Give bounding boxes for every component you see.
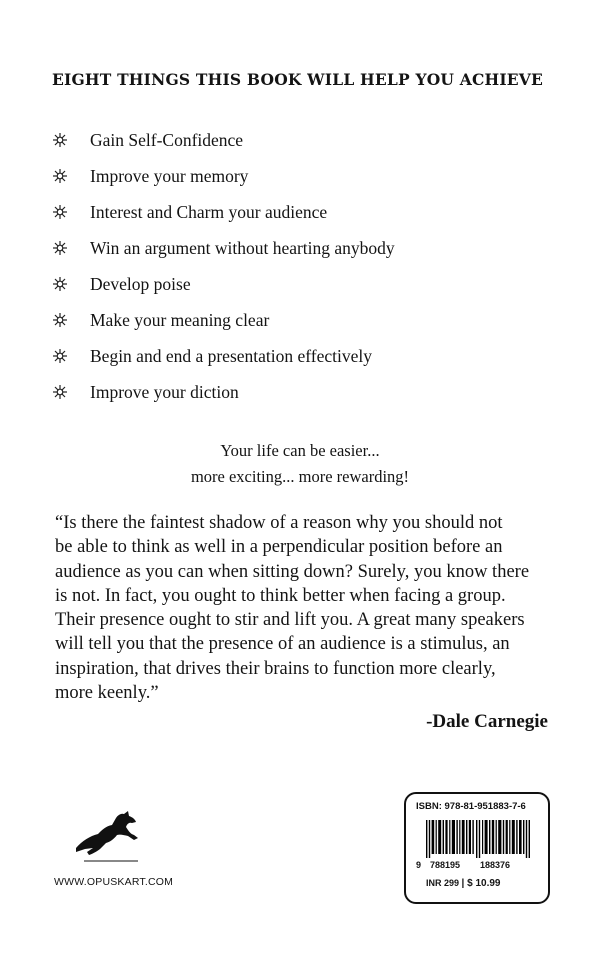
quote-line: “Is there the faintest shadow of a reason why you should not bbox=[55, 513, 503, 533]
quote-line: is not. In fact, you ought to think better when facing a group. bbox=[55, 585, 506, 606]
price-label bbox=[426, 878, 501, 889]
benefit-item bbox=[52, 158, 395, 194]
barcode-digits-left: 788195 bbox=[430, 860, 461, 870]
benefit-item bbox=[52, 122, 395, 158]
benefit-label: Interest and Charm your audience bbox=[90, 201, 328, 222]
sunburst-icon bbox=[52, 168, 68, 184]
benefit-label: Gain Self-Confidence bbox=[90, 129, 244, 150]
barcode-digit-first: 9 bbox=[416, 860, 422, 870]
tagline-line-1: Your life can be easier... bbox=[220, 441, 380, 460]
quote-line: Their presence ought to stir and lift you. A great many speakers bbox=[55, 610, 525, 631]
benefit-label: Win an argument without hearting anybody bbox=[90, 237, 395, 258]
sunburst-icon bbox=[52, 204, 68, 220]
benefit-item bbox=[52, 338, 395, 374]
section-heading: EIGHT THINGS THIS BOOK WILL HELP YOU ACHIEVE bbox=[52, 70, 544, 89]
benefits-list bbox=[52, 122, 395, 410]
quote-author: -Dale Carnegie bbox=[426, 711, 548, 732]
quote-line: will tell you that the presence of an audience is a stimulus, an bbox=[55, 634, 510, 655]
jumping-horse-logo-icon bbox=[72, 808, 142, 864]
benefit-label: Begin and end a presentation effectively bbox=[90, 345, 372, 366]
benefit-item bbox=[52, 266, 395, 302]
benefit-item bbox=[52, 194, 395, 230]
price-usd: | $ 10.99 bbox=[461, 878, 501, 889]
benefit-label: Make your meaning clear bbox=[90, 309, 270, 330]
sunburst-icon bbox=[52, 240, 68, 256]
quote-line: more keenly.” bbox=[55, 683, 159, 704]
quote-line: be able to think as well in a perpendicular position before an bbox=[55, 537, 503, 558]
sunburst-icon bbox=[52, 348, 68, 364]
benefit-item bbox=[52, 302, 395, 338]
benefit-label: Improve your memory bbox=[90, 165, 249, 186]
quote-line: inspiration, that drives their brains to function more clearly, bbox=[55, 658, 496, 679]
sunburst-icon bbox=[52, 276, 68, 292]
isbn-number: ISBN: 978-81-951883-7-6 bbox=[416, 801, 526, 812]
publisher-website: WWW.OPUSKART.COM bbox=[54, 876, 174, 888]
barcode-bars bbox=[426, 820, 530, 858]
tagline-line-2: more exciting... more rewarding! bbox=[190, 467, 410, 486]
carnegie-quote bbox=[55, 511, 550, 705]
sunburst-icon bbox=[52, 384, 68, 400]
benefit-item bbox=[52, 374, 395, 410]
barcode-digits-right: 188376 bbox=[480, 860, 511, 870]
quote-line: audience as you can when sitting down? Surely, you know there bbox=[55, 561, 530, 582]
benefit-item bbox=[52, 230, 395, 266]
sunburst-icon bbox=[52, 132, 68, 148]
sunburst-icon bbox=[52, 312, 68, 328]
benefit-label: Develop poise bbox=[90, 273, 191, 294]
barcode-box bbox=[404, 792, 550, 904]
benefit-label: Improve your diction bbox=[90, 381, 239, 402]
price-inr: INR 299 bbox=[426, 878, 460, 888]
